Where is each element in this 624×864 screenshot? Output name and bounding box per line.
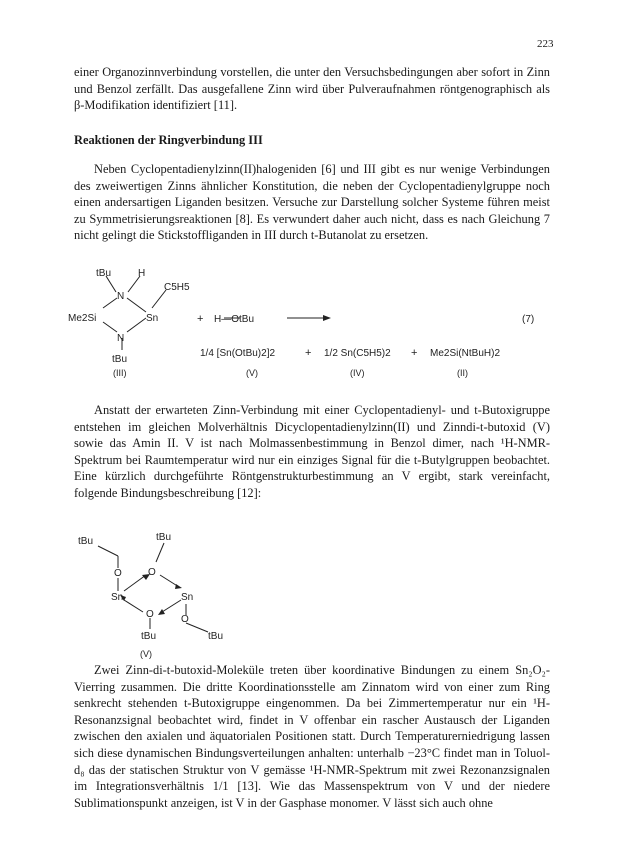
reactant-h: H bbox=[138, 268, 146, 279]
structure-tbu-top-left: tBu bbox=[78, 536, 94, 547]
structure-o-right: O bbox=[181, 614, 189, 625]
structure-sn-right: Sn bbox=[181, 592, 194, 603]
reactant-sn: Sn bbox=[146, 313, 159, 324]
reactant-n-bottom: N bbox=[117, 333, 125, 344]
plus-sign-3: + bbox=[411, 347, 418, 359]
paragraph-results: Anstatt der erwarteten Zinn-Verbindung mit einer Cyclopentadienyl- und t-Butoxigruppe entstehen im gleichen Molverhältnis Dicyclopentadienylzinn(II) und Zinndi-t-butoxid (V) sowie das Amin II. V ist nach Molmassenbestimmung in Benzol dimer, nach ¹H-NMR-Spektrum bei Raumtemperatur wird nur ein einziges Signal für die t-Butylgruppen beobachtet. Eine kürzlich durchgeführte Röntgenstrukturbestimmung an V ergibt, stark vereinfacht, folgende Bindungsbeschreibung [12]: bbox=[74, 403, 550, 500]
equation-number: (7) bbox=[522, 314, 535, 325]
structure-tbu-bottom-left: tBu bbox=[141, 631, 157, 642]
paragraph-reactions: Neben Cyclopentadienylzinn(II)halogeniden [6] und III gibt es nur wenige Verbindungen des zweiwertigen Zinns ähnlicher Konstitution, die neben der Cyclopentadienylgruppe noch einen andersartigen Liganden besitzen. Versuche zur Darstellung solcher Systeme führen meist zu Symmetrisierungsreaktionen [8]. Es verwundert daher auch nicht, dass es nach Gleichung 7 nicht gelingt die Stickstoffliganden in III durch t-Butanolat zu ersetzen. bbox=[74, 162, 550, 243]
structure-o-bridge-top: O bbox=[148, 567, 156, 578]
structure-label-v: (V) bbox=[140, 649, 152, 659]
reactant-n-top: N bbox=[117, 291, 125, 302]
page-number: 223 bbox=[537, 38, 554, 50]
reactant-c5h5: C5H5 bbox=[164, 282, 190, 293]
product-stannocene: 1/2 Sn(C5H5)2 bbox=[324, 348, 391, 359]
structure-o-bridge-bottom: O bbox=[146, 609, 154, 620]
reactant-me2si: Me2Si bbox=[68, 313, 97, 324]
label-iv: (IV) bbox=[350, 368, 365, 378]
structure-tbu-top-right: tBu bbox=[156, 532, 172, 543]
label-iii: (III) bbox=[113, 368, 127, 378]
product-sn-otbu: 1/4 [Sn(OtBu)2]2 bbox=[200, 348, 276, 359]
structure-tbu-bottom-right: tBu bbox=[208, 631, 224, 642]
product-amine: Me2Si(NtBuH)2 bbox=[430, 348, 501, 359]
reactant-tbu-bottom: tBu bbox=[112, 354, 128, 365]
reagent-tbuoh: H—OtBu bbox=[214, 314, 255, 325]
plus-sign-2: + bbox=[305, 347, 312, 359]
paragraph-discussion: Zwei Zinn-di-t-butoxid-Moleküle treten über koordinative Bindungen zu einem Sn₂O₂-Vierring zusammen. Die dritte Koordinationsstelle am Zinnatom wird von einer zum Ring senkrecht stehenden t-Butoxigruppe eingenommen. Da bei Zimmertemperatur nur ein ¹H-Resonanzsignal beobachtet wird, findet in V offenbar ein rascher Austausch der Liganden zwischen den axialen und äquatorialen Positionen statt. Durch Temperaturerniedrigung lassen sich diese dynamischen Bindungsverteilungen anhalten: unterhalb −23°C findet man in Toluol-d₈ das der statischen Struktur von V gemässe ¹H-NMR-Spektrum mit zwei Rezonanzsignalen im Integrationsverhältnis 1/1 [13]. Wie das Massenspektrum von V und der niedere Sublimationspunkt anzeigen, ist V in der Gasphase monomer. V lässt sich auch ohne bbox=[74, 663, 550, 810]
label-ii: (II) bbox=[457, 368, 468, 378]
paragraph-intro: einer Organozinnverbindung vorstellen, die unter den Versuchsbedingungen aber sofort in Zinn und Benzol zerfällt. Das ausgefallene Zinn wird über Pulveraufnahmen röntgenographisch als β-Modifikation identifiziert [11]. bbox=[74, 65, 550, 113]
section-heading: Reaktionen der Ringverbindung III bbox=[74, 133, 263, 147]
reactant-tbu-top: tBu bbox=[96, 268, 112, 279]
label-v: (V) bbox=[246, 368, 258, 378]
structure-o-left: O bbox=[114, 568, 122, 579]
structure-sn-left: Sn bbox=[111, 592, 124, 603]
plus-sign-1: + bbox=[197, 313, 204, 325]
